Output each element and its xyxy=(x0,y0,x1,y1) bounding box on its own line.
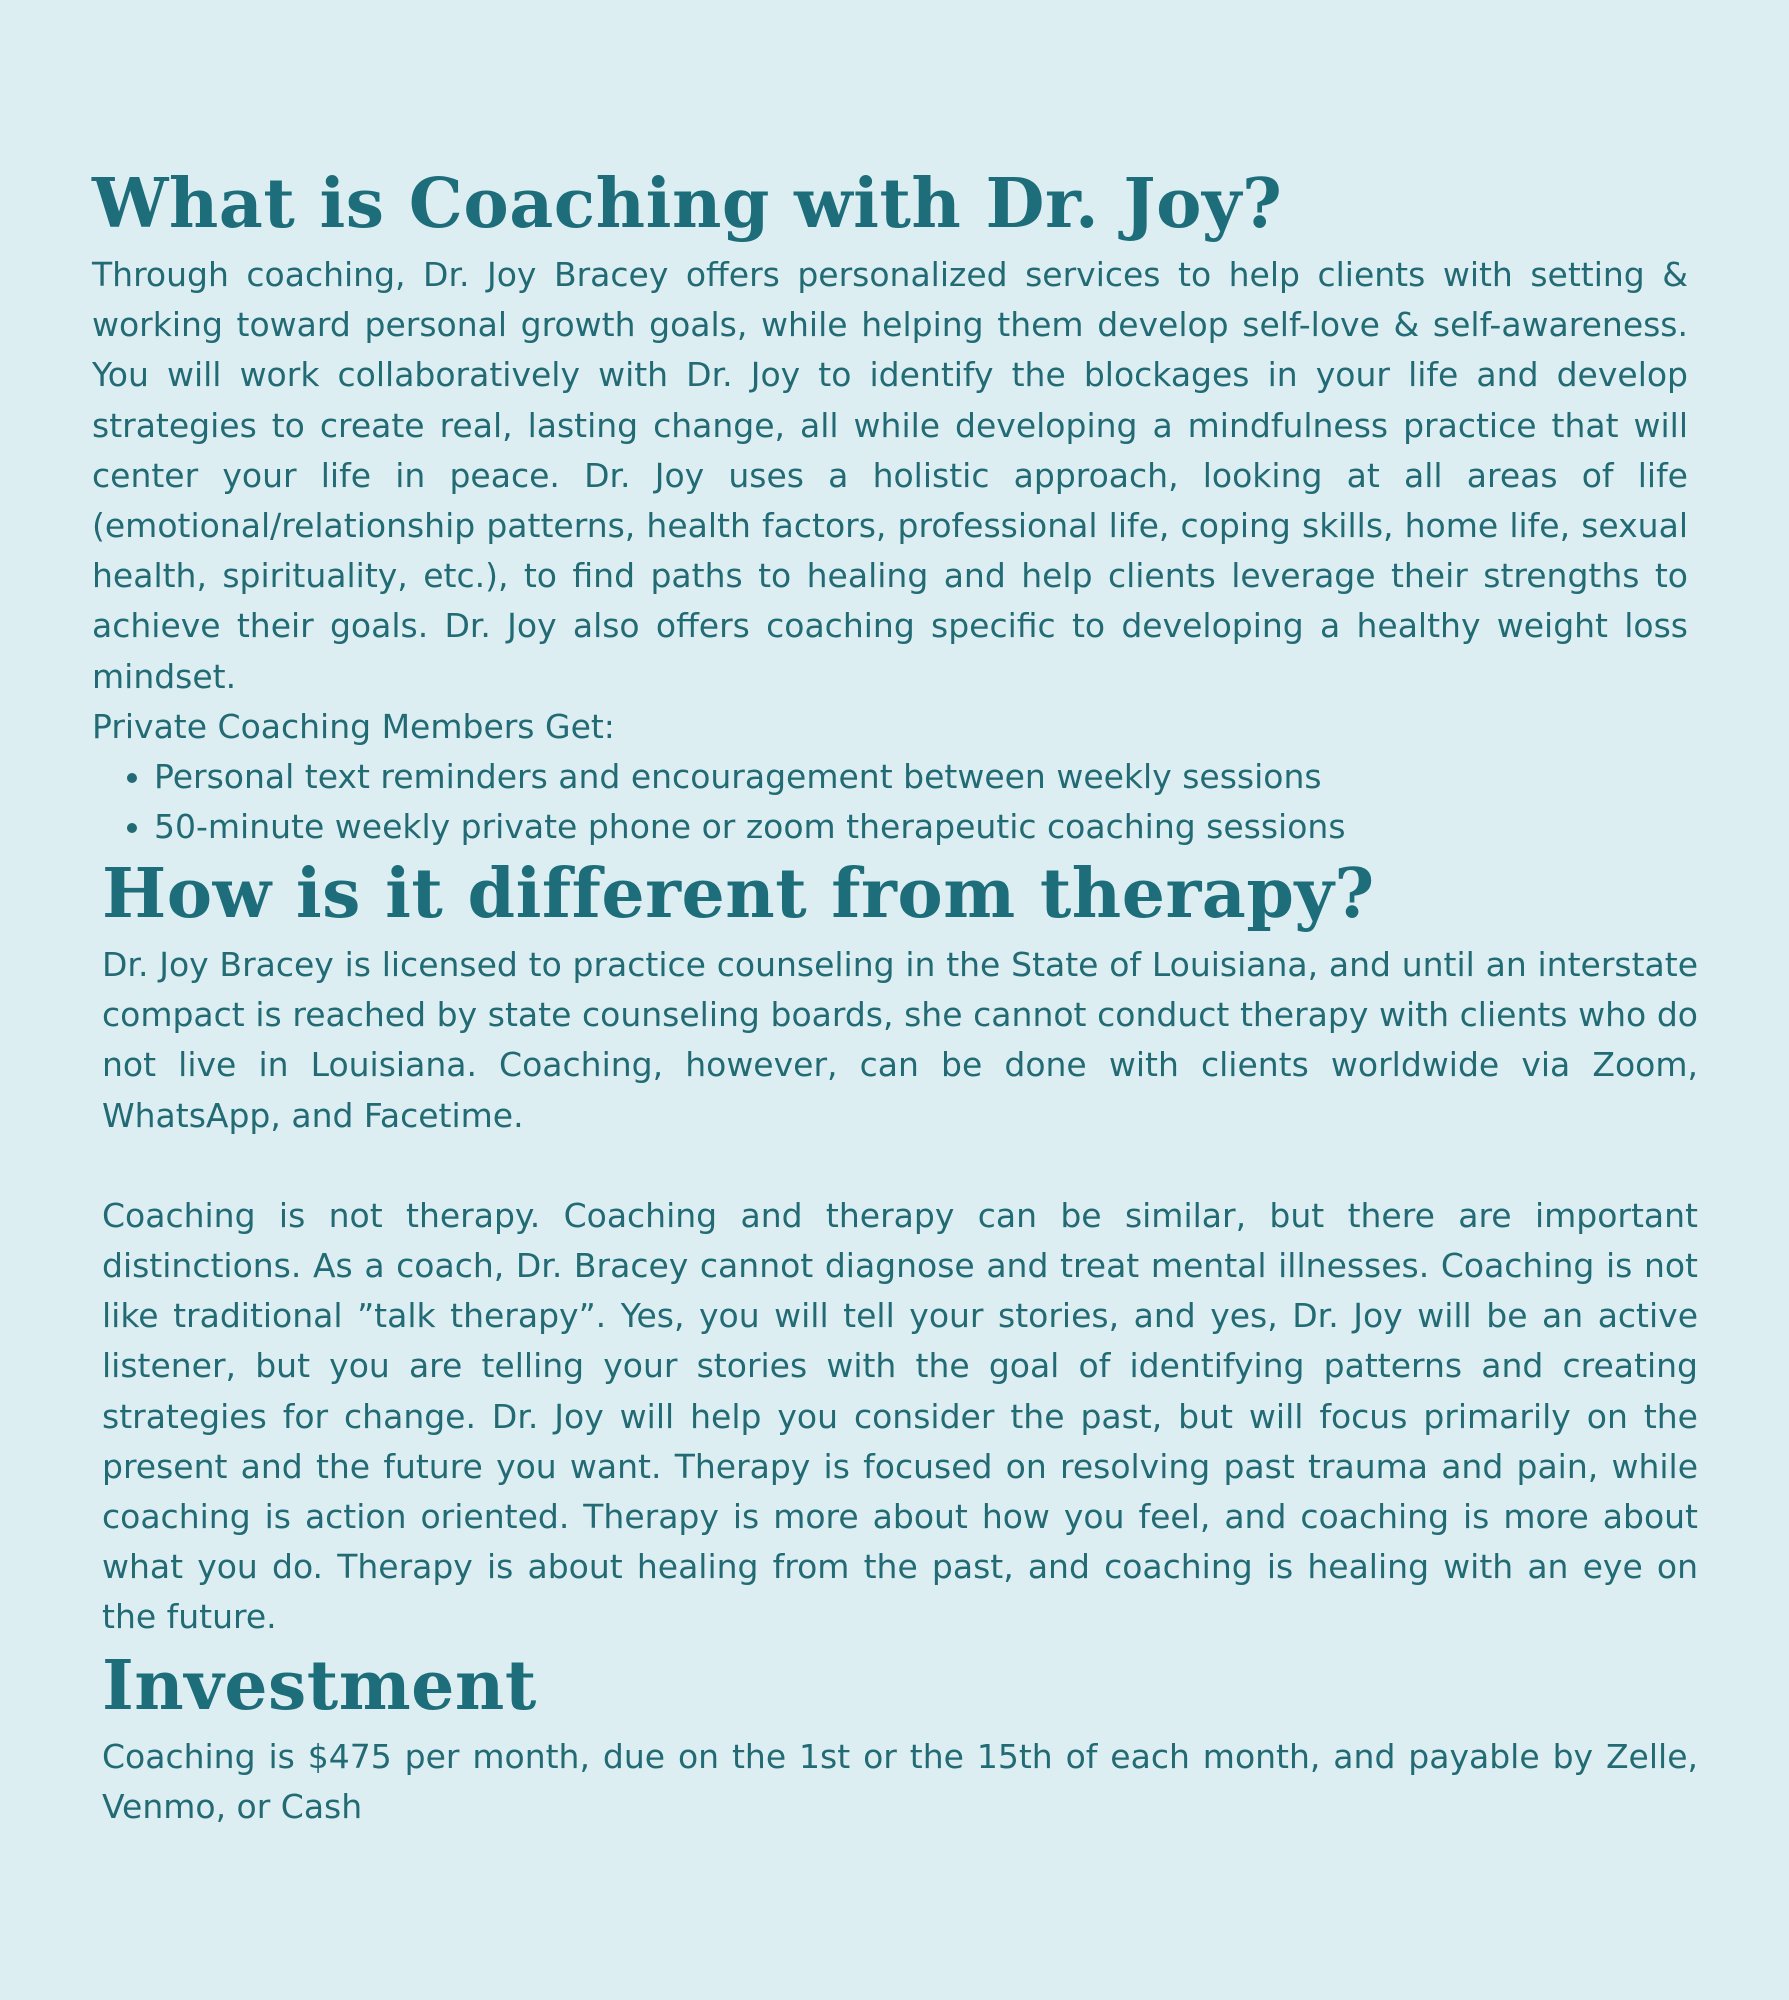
investment-section xyxy=(102,1640,1698,1832)
paragraph-spacer xyxy=(102,1141,1698,1191)
members-intro: Private Coaching Members Get: xyxy=(92,706,615,746)
therapy-paragraph-1: Dr. Joy Bracey is licensed to practice counseling in the State of Louisiana, and until an interstate compact is reached by state counseling boards, she cannot conduct therapy with clients who do not live in Louisiana. Coaching, however, can be done with clients worldwide via Zoom, WhatsApp, and Facetime. xyxy=(102,945,1698,1135)
investment-heading: Investment xyxy=(102,1646,537,1726)
investment-description: Coaching is $475 per month, due on the 1st or the 15th of each month, and payable by Zelle, Venmo, or Cash xyxy=(102,1737,1698,1827)
coaching-description: Through coaching, Dr. Joy Bracey offers personalized services to help clients with setting & working toward personal growth goals, while helping them develop self-love & self-awareness. You will work collaboratively with Dr. Joy to identify the blockages in your life and develop strategies to create real, lasting change, all while developing a mindfulness practice that will center your life in peace. Dr. Joy uses a holistic approach, looking at all areas of life (emotional/relationship patterns, health factors, professional life, coping skills, home life, sexual health, spirituality, etc.), to find paths to healing and help clients leverage their strengths to achieve their goals. Dr. Joy also offers coaching specific to developing a healthy weight loss mindset. xyxy=(92,255,1688,696)
list-item: • 50-minute weekly private phone or zoom therapeutic coaching sessions xyxy=(154,802,1688,852)
list-item: • Personal text reminders and encouragement between weekly sessions xyxy=(154,752,1688,802)
coaching-heading: What is Coaching with Dr. Joy? xyxy=(92,164,1283,244)
therapy-paragraph-2: Coaching is not therapy. Coaching and therapy can be similar, but there are important distinctions. As a coach, Dr. Bracey cannot diagnose and treat mental illnesses. Coaching is not like traditional ”talk therapy”. Yes, you will tell your stories, and yes, Dr. Joy will be an active listener, but you are telling your stories with the goal of identifying patterns and creating strategies for change. Dr. Joy will help you consider the past, but will focus primarily on the present and the future you want. Therapy is focused on resolving past trauma and pain, while coaching is action oriented. Therapy is more about how you feel, and coaching is more about what you do. Therapy is about healing from the past, and coaching is healing with an eye on the future. xyxy=(102,1195,1698,1637)
coaching-section xyxy=(92,158,1688,852)
therapy-heading: How is it different from therapy? xyxy=(102,854,1375,934)
therapy-section xyxy=(102,848,1698,1643)
benefits-list xyxy=(92,752,1688,852)
